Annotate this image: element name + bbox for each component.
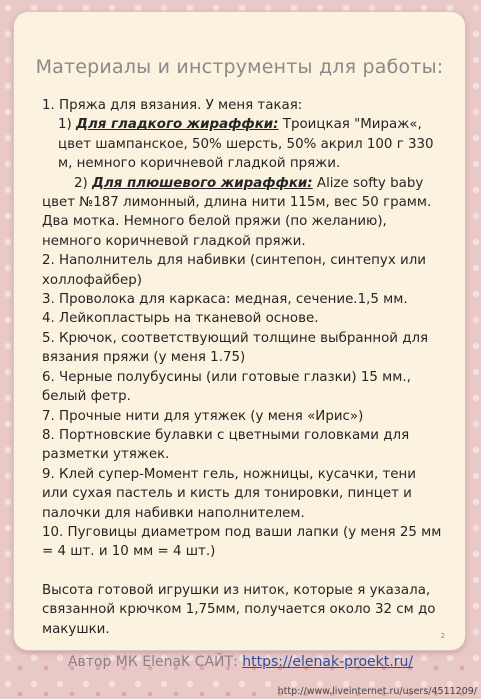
list-item-7: 7. Прочные нити для утяжек (у меня «Ирис») (42, 408, 364, 424)
list-item-6: 6. Черные полубусины (или готовые глазки) 15 мм., белый фетр. (42, 369, 411, 405)
footer-author: Автор МК ElenaK САЙТ: (67, 654, 243, 670)
list-item-8: 8. Портновские булавки с цветными головками для разметки утяжек. (42, 427, 410, 463)
list-item-4: 4. Лейкопластырь на тканевой основе. (42, 311, 319, 327)
document-page (14, 12, 465, 650)
page-number: 2 (440, 632, 445, 640)
materials-list (42, 96, 442, 639)
site-link[interactable]: https://elenak-proekt.ru/ (242, 654, 414, 670)
list-item-9: 9. Клей супер-Момент гель, ножницы, кусачки, тени или сухая пастель и кисть для тонировки, пинцет и палочки для набивки наполнителем. (42, 466, 417, 521)
list-item-1b-prefix: 2) (74, 175, 93, 191)
list-item-3: 3. Проволока для каркаса: медная, сечение.1,5 мм. (42, 292, 408, 308)
footer (0, 654, 481, 670)
summary-paragraph: Высота готовой игрушки из ниток, которые я указала, связанной крючком 1,75мм, получается около 32 см до макушки. (42, 582, 436, 637)
list-item-1a-label: Для гладкого жираффки: (76, 117, 279, 133)
list-item-2: 2. Наполнитель для набивки (синтепон, синтепух или холлофайбер) (42, 253, 426, 288)
list-item-1-heading: 1. Пряжа для вязания. У меня такая: (42, 98, 303, 113)
list-item-1a-text: Троицкая "Мираж«, цвет шампанское, 50% шерсть, 50% акрил 100 г 330 м, немного коричневой гладкой пряжи. (58, 117, 434, 172)
list-item-1a (42, 115, 442, 173)
list-item-1a-prefix: 1) (58, 117, 77, 133)
list-item-1b-label: Для плюшевого жираффки: (92, 175, 313, 191)
list-item-5: 5. Крючок, соответствующий толщине выбранной для вязания пряжи (у меня 1.75) (42, 330, 429, 366)
watermark-url: http://www.liveinternet.ru/users/4511209/ (277, 686, 477, 697)
list-item-1b-text: Alize softy baby цвет №187 лимонный, длина нити 115м, вес 50 грамм. Два мотка. Немного белой пряжи (по желанию), немного коричневой гладкой пряжи. (42, 175, 432, 249)
spacer (42, 562, 442, 581)
list-item-1b (42, 174, 442, 252)
list-item-10: 10. Пуговицы диаметром под ваши лапки (у меня 25 мм = 4 шт. и 10 мм = 4 шт.) (42, 524, 442, 560)
page-title: Материалы и инструменты для работы: (35, 56, 444, 78)
